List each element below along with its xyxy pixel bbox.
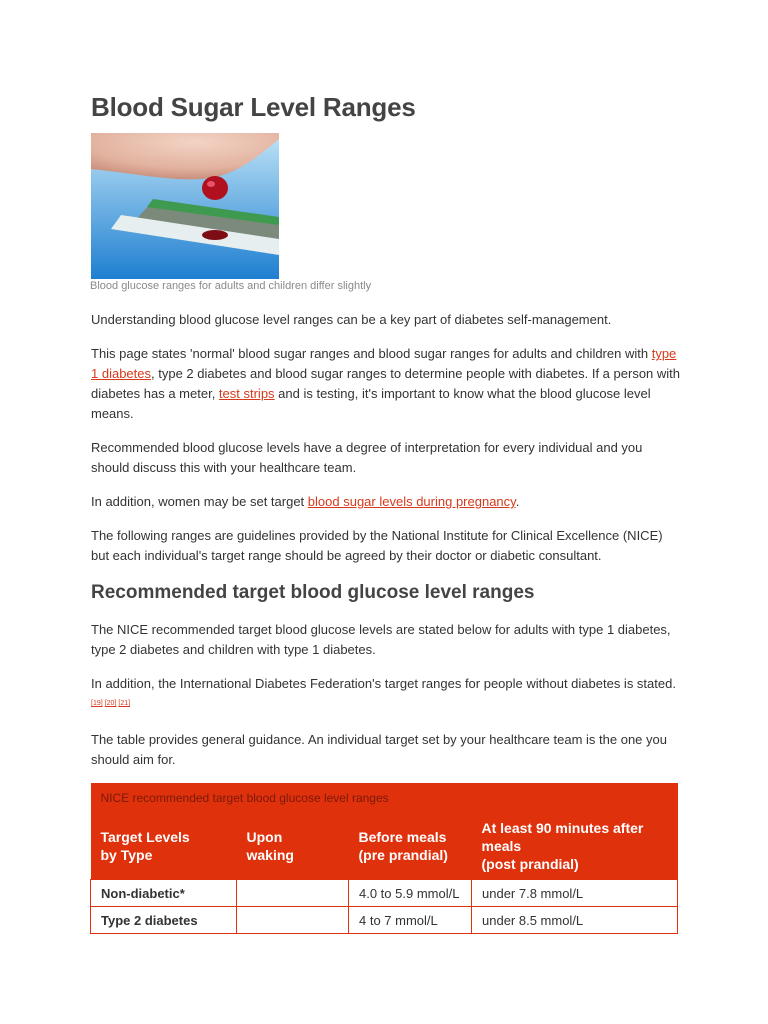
table-cell: 4 to 7 mmol/L [349, 907, 472, 934]
reference-link[interactable]: [20] [104, 700, 117, 707]
table-cell [237, 907, 349, 934]
image-caption: Blood glucose ranges for adults and children differ slightly [90, 280, 372, 292]
glucose-ranges-table [90, 783, 678, 934]
link-type-1-diabetes[interactable]: type 1 diabetes [91, 346, 677, 381]
header-text: Upon waking [246, 829, 294, 863]
link-pregnancy-levels[interactable]: blood sugar levels during pregnancy [307, 494, 516, 509]
paragraph-ranges [91, 344, 683, 424]
table-row [91, 880, 678, 907]
reference-link[interactable]: [19] [91, 700, 103, 707]
reference-links [91, 700, 132, 707]
table-cell: 4.0 to 5.9 mmol/L [349, 880, 472, 907]
paragraph-idf [91, 674, 683, 716]
link-test-strips[interactable]: test strips [218, 386, 275, 401]
paragraph-pregnancy [91, 492, 683, 512]
section-heading: Recommended target blood glucose level ranges [91, 582, 535, 603]
blood-test-illustration [91, 133, 279, 279]
reference-link[interactable]: [21] [118, 700, 131, 707]
text-segment: . [515, 494, 520, 509]
text-segment: In addition, the International Diabetes Federation's target ranges for people without diabetes is stated. [91, 676, 676, 691]
table-row [91, 907, 678, 934]
text-segment: and is testing, it's important to know what the blood glucose level means. [91, 386, 651, 421]
table-cell: under 8.5 mmol/L [472, 907, 678, 934]
header-upon-waking [237, 813, 349, 880]
row-label: Type 2 diabetes [91, 907, 237, 934]
table-cell: under 7.8 mmol/L [472, 880, 678, 907]
paragraph-nice: The following ranges are guidelines provided by the National Institute for Clinical Excellence (NICE) but each individual's target range should be agreed by their doctor or diabetic consultant. [91, 528, 663, 563]
page-title: Blood Sugar Level Ranges [91, 92, 416, 122]
table-header-row [91, 813, 678, 880]
text-segment: In addition, women may be set target [91, 494, 308, 509]
text-segment: This page states 'normal' blood sugar ranges and blood sugar ranges for adults and children with [91, 346, 652, 361]
paragraph-guidance: The table provides general guidance. An individual target set by your healthcare team is the one you should aim for. [91, 732, 667, 767]
blood-test-photo [91, 133, 279, 279]
text-segment: , type 2 diabetes and blood sugar ranges to determine people with diabetes. If a person with diabetes has a meter, [91, 366, 681, 401]
header-text: At least 90 minutes after meals (post prandial) [481, 820, 644, 872]
table-cell [237, 880, 349, 907]
paragraph-intro: Understanding blood glucose level ranges can be a key part of diabetes self-management. [91, 312, 612, 327]
row-label: Non-diabetic* [91, 880, 237, 907]
article-body [91, 310, 683, 784]
paragraph-interpretation: Recommended blood glucose levels have a degree of interpretation for every individual and you should discuss this with your healthcare team. [91, 440, 643, 475]
table-caption: NICE recommended target blood glucose level ranges [91, 783, 678, 813]
header-after-meals [472, 813, 678, 880]
header-text: Before meals (pre prandial) [358, 829, 448, 863]
header-target-levels [91, 813, 237, 880]
header-before-meals [349, 813, 472, 880]
header-text: Target Levels by Type [100, 829, 190, 863]
paragraph-nice-levels: The NICE recommended target blood glucose levels are stated below for adults with type 1 diabetes, type 2 diabetes and children with type 1 diabetes. [91, 622, 671, 657]
